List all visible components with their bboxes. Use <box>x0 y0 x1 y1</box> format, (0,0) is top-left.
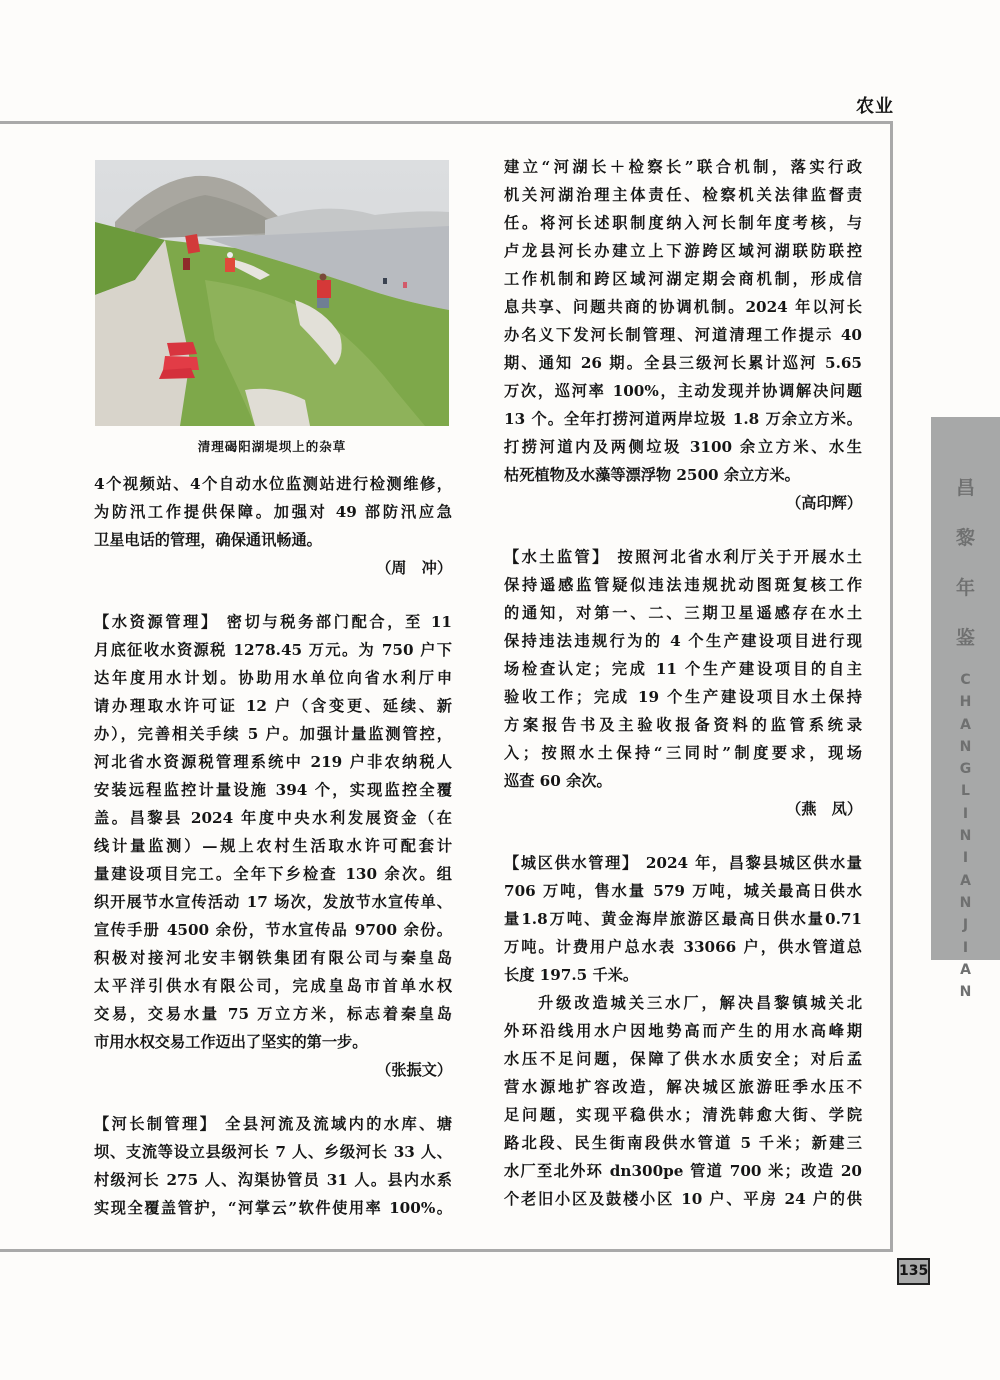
text-line: 请办理取水许可证 12 户（含变更、延续、新 <box>94 697 452 715</box>
text-line: 枯死植物及水藻等漂浮物 2500 余立方米。 <box>504 466 800 484</box>
right-column <box>504 153 862 1213</box>
text-line: 盖。昌黎县 2024 年度中央水利发展资金（在 <box>94 809 452 827</box>
side-tab-char: 鉴 <box>955 627 975 649</box>
left-column <box>94 470 452 1222</box>
text-line: 量1.8万吨、黄金海岸旅游区最高日供水量0.71 <box>504 910 862 928</box>
text-line: 坝、支流等设立县级河长 7 人、乡级河长 33 人、 <box>94 1143 452 1161</box>
side-tab-english: C H A N G L I N I A N J I A N <box>959 672 972 1001</box>
text-line: 13 个。全年打捞河道两岸垃圾 1.8 万余立方米。 <box>504 410 862 428</box>
text-line: 市用水权交易工作迈出了坚实的第一步。 <box>94 1033 368 1051</box>
text-line: 织开展节水宣传活动 17 场次，发放节水宣传单、 <box>94 893 452 911</box>
text-line: 实现全覆盖管护，“河掌云”软件使用率 100%。 <box>94 1199 452 1217</box>
text-line: 打捞河道内及两侧垃圾 3100 余立方米、水生 <box>504 438 862 456</box>
section-soil-water-line: 【水土监管】 按照河北省水利厅关于开展水土 <box>504 548 862 566</box>
text-line: 外环沿线用水户因地势高而产生的用水高峰期 <box>504 1022 862 1040</box>
text-line: 机关河湖治理主体责任、检察机关法律监督责 <box>504 186 862 204</box>
text-line: 任。将河长述职制度纳入河长制年度考核，与 <box>504 214 862 232</box>
side-tab-char: 年 <box>955 577 975 599</box>
text-line: 706 万吨，售水量 579 万吨，城关最高日供水 <box>504 882 862 900</box>
text-line: 方案报告书及主验收报备资料的监管系统录 <box>504 716 862 734</box>
author-byline: （燕 凤） <box>786 800 862 818</box>
text-line: 水厂至北外环 dn300pe 管道 700 米；改造 20 <box>504 1162 862 1180</box>
text-line: 入；按照水土保持“三同时”制度要求，现场 <box>504 744 862 762</box>
text-line: 水压不足问题，保障了供水水质安全；对后孟 <box>504 1050 862 1068</box>
text-line: 万次，巡河率 100%，主动发现并协调解决问题 <box>504 382 862 400</box>
text-line: 个老旧小区及鼓楼小区 10 户、平房 24 户的供 <box>504 1190 862 1208</box>
text-line: 办名义下发河长制管理、河道清理工作提示 40 <box>504 326 862 344</box>
text-line: 河北省水资源税管理系统中 219 户非农纳税人 <box>94 753 452 771</box>
section-river-chief-line: 【河长制管理】 全县河流及流域内的水库、塘 <box>94 1115 452 1133</box>
text-line: 为防汛工作提供保障。加强对 49 部防汛应急 <box>94 503 452 521</box>
text-line: 达年度用水计划。协助用水单位向省水利厅申 <box>94 669 452 687</box>
text-line: 线计量监测）—规上农村生活取水许可配套计 <box>94 837 452 855</box>
text-line: 安装远程监控计量设施 394 个，实现监控全覆 <box>94 781 452 799</box>
text-line: 营水源地扩容改造，解决城区旅游旺季水压不 <box>504 1078 862 1096</box>
text-line: 卫星电话的管理，确保通讯畅通。 <box>94 531 322 549</box>
photo-caption: 清理碣阳湖堤坝上的杂草 <box>197 439 347 454</box>
text-line: 工作机制和跨区域河湖定期会商机制，形成信 <box>504 270 862 288</box>
section-urban-water-line: 【城区供水管理】 2024 年，昌黎县城区供水量 <box>504 854 862 872</box>
text-line: 场检查认定；完成 11 个生产建设项目的自主 <box>504 660 862 678</box>
text-line: 保持违法违规行为的 4 个生产建设项目进行现 <box>504 632 862 650</box>
text-line: 村级河长 275 人、沟渠协管员 31 人。县内水系 <box>94 1171 452 1189</box>
text-line: 办），完善相关手续 5 户。加强计量监测管控， <box>94 725 452 743</box>
text-line: 足问题，实现平稳供水；清洗韩愈大街、学院 <box>504 1106 862 1124</box>
text-line: 万吨。计费用户总水表 33066 户，供水管道总 <box>504 938 862 956</box>
text-line: 期、通知 26 期。全县三级河长累计巡河 5.65 <box>504 354 862 372</box>
text-line: 宣传手册 4500 余份，节水宣传品 9700 余份。 <box>94 921 452 939</box>
text-line: 路北段、民生街南段供水管道 5 千米；新建三 <box>504 1134 862 1152</box>
text-line: 升级改造城关三水厂，解决昌黎镇城关北 <box>538 994 862 1012</box>
photo-embankment-weeding <box>95 160 449 426</box>
text-line: 交易，交易水量 75 万立方米，标志着秦皇岛 <box>94 1005 452 1023</box>
author-byline: （张振文） <box>376 1061 452 1079</box>
author-byline: （高印辉） <box>786 494 862 512</box>
text-line: 的通知，对第一、二、三期卫星遥感存在水土 <box>504 604 862 622</box>
text-line: 4个视频站、4个自动水位监测站进行检测维修， <box>94 475 452 493</box>
side-tab-char: 黎 <box>955 527 975 549</box>
section-header-title: 农业 <box>856 96 894 117</box>
text-line: 息共享、问题共商的协调机制。2024 年以河长 <box>504 298 862 316</box>
text-line: 积极对接河北安丰钢铁集团有限公司与秦皇岛 <box>94 949 452 967</box>
page-number: 135 <box>897 1258 930 1285</box>
section-water-resources-line: 【水资源管理】 密切与税务部门配合，至 11 <box>94 613 452 631</box>
text-line: 太平洋引供水有限公司，完成皇岛市首单水权 <box>94 977 452 995</box>
side-tab-char: 昌 <box>955 477 975 499</box>
text-line: 巡查 60 余次。 <box>504 772 612 790</box>
author-byline: （周 冲） <box>376 559 452 577</box>
text-line: 长度 197.5 千米。 <box>504 966 639 984</box>
text-line: 建立“河湖长＋检察长”联合机制，落实行政 <box>504 158 862 176</box>
text-line: 验收工作；完成 19 个生产建设项目水土保持 <box>504 688 862 706</box>
text-line: 保持遥感监管疑似违法违规扰动图斑复核工作 <box>504 576 862 594</box>
side-tab-yearbook-title <box>931 417 1000 1001</box>
text-line: 月底征收水资源税 1278.45 万元。为 750 户下 <box>94 641 452 659</box>
text-line: 量建设项目完工。全年下乡检查 130 余次。组 <box>94 865 452 883</box>
text-line: 卢龙县河长办建立上下游跨区域河湖联防联控 <box>504 242 862 260</box>
